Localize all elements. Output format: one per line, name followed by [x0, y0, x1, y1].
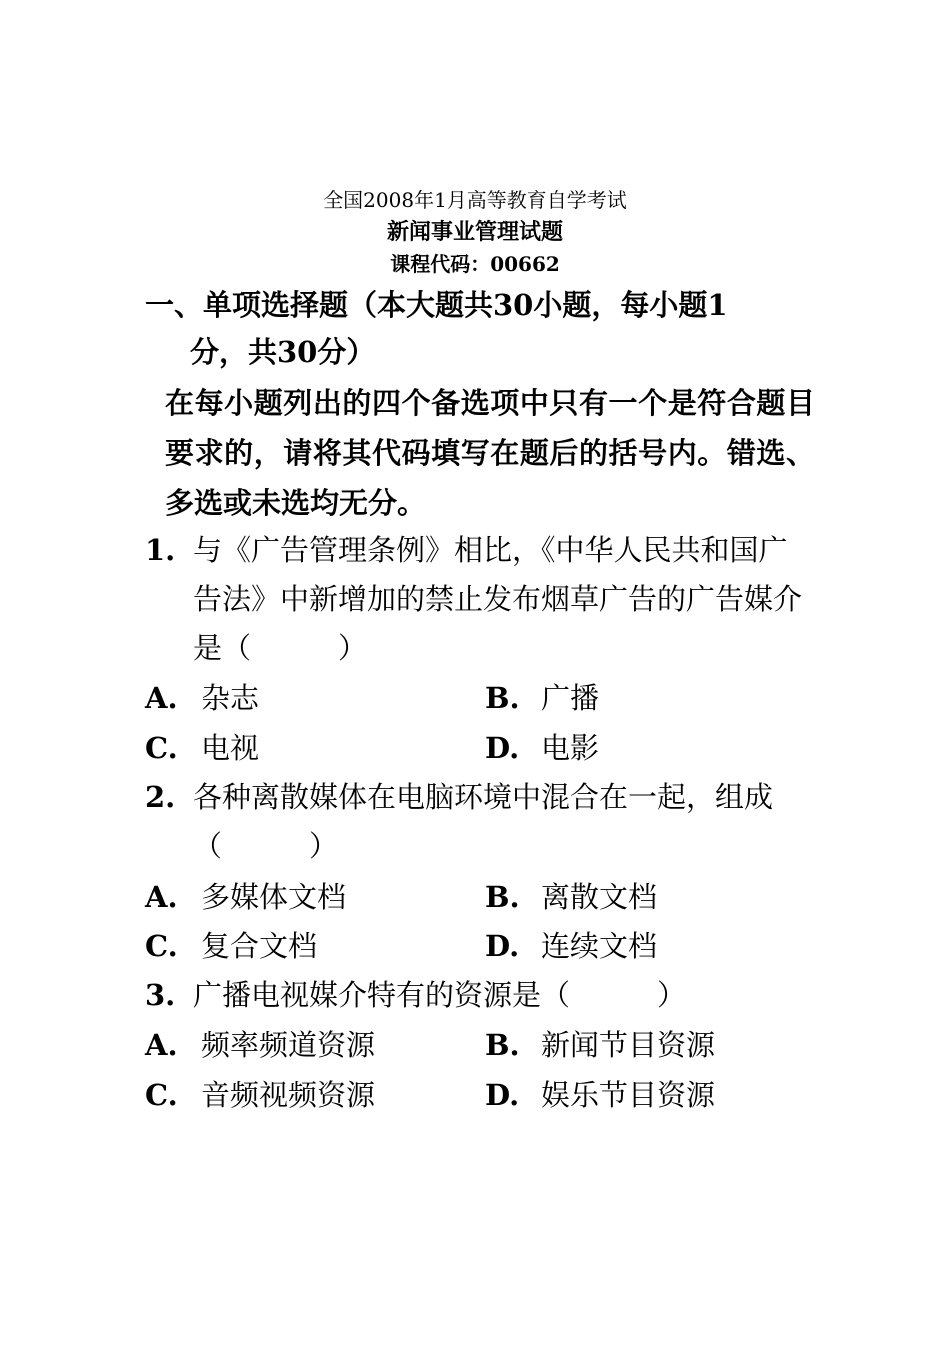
option-text: 新闻节目资源 [541, 1028, 716, 1062]
options-row [145, 1021, 815, 1070]
exam-title: 全国2008年1月高等教育自学考试 [323, 188, 627, 212]
question-number: 3. [145, 978, 176, 1012]
option-text: 电影 [541, 731, 600, 765]
section-heading-line2: 分，共30分） [190, 335, 376, 369]
option-letter: B. [485, 880, 520, 914]
option-b [485, 674, 599, 723]
option-letter: D. [485, 731, 520, 765]
option-letter: B. [485, 681, 520, 715]
option-letter: A. [145, 681, 178, 715]
question-number: 2. [145, 780, 176, 814]
option-text: 连续文档 [541, 929, 658, 963]
options-row [145, 674, 815, 723]
option-d [485, 1071, 715, 1120]
options-row [145, 922, 815, 971]
option-text: 杂志 [201, 681, 260, 715]
question-stem: 广播电视媒介特有的资源是（ ） [193, 978, 687, 1012]
question-3 [145, 971, 815, 1020]
question-1 [145, 526, 815, 673]
section-heading-line1: 一、单项选择题（本大题共30小题，每小题1 [145, 288, 728, 322]
question-stem: 各种离散媒体在电脑环境中混合在一起，组成（ ） [193, 780, 774, 863]
option-letter: B. [485, 1028, 520, 1062]
section-instruction: 在每小题列出的四个备选项中只有一个是符合题目要求的，请将其代码填写在题后的括号内。错选、多选或未选均无分。 [165, 386, 815, 520]
option-letter: A. [145, 880, 178, 914]
option-letter: D. [485, 929, 520, 963]
option-a [145, 674, 259, 723]
option-text: 广播 [541, 681, 600, 715]
option-letter: A. [145, 1028, 178, 1062]
option-letter: C. [145, 731, 178, 765]
subject-title: 新闻事业管理试题 [386, 219, 563, 245]
option-text: 复合文档 [201, 929, 318, 963]
option-text: 音频视频资源 [201, 1078, 376, 1112]
option-text: 频率频道资源 [201, 1028, 376, 1062]
option-letter: C. [145, 1078, 178, 1112]
option-d [485, 724, 599, 773]
option-d [485, 922, 657, 971]
section-heading [145, 282, 815, 376]
question-2 [145, 773, 815, 871]
option-b [485, 1021, 715, 1070]
options-row [145, 873, 815, 922]
question-stem: 与《广告管理条例》相比，《中华人民共和国广告法》中新增加的禁止发布烟草广告的广告媒介是（ ） [193, 533, 803, 665]
option-text: 离散文档 [541, 880, 658, 914]
option-c [145, 724, 259, 773]
course-code: 课程代码：00662 [390, 252, 560, 276]
question-number: 1. [145, 533, 176, 567]
option-text: 多媒体文档 [201, 880, 347, 914]
options-row [145, 724, 815, 773]
option-c [145, 922, 317, 971]
option-a [145, 873, 346, 922]
option-text: 电视 [201, 731, 260, 765]
option-letter: D. [485, 1078, 520, 1112]
option-text: 娱乐节目资源 [541, 1078, 716, 1112]
options-row [145, 1071, 815, 1120]
option-c [145, 1071, 375, 1120]
option-a [145, 1021, 375, 1070]
option-letter: C. [145, 929, 178, 963]
option-b [485, 873, 657, 922]
